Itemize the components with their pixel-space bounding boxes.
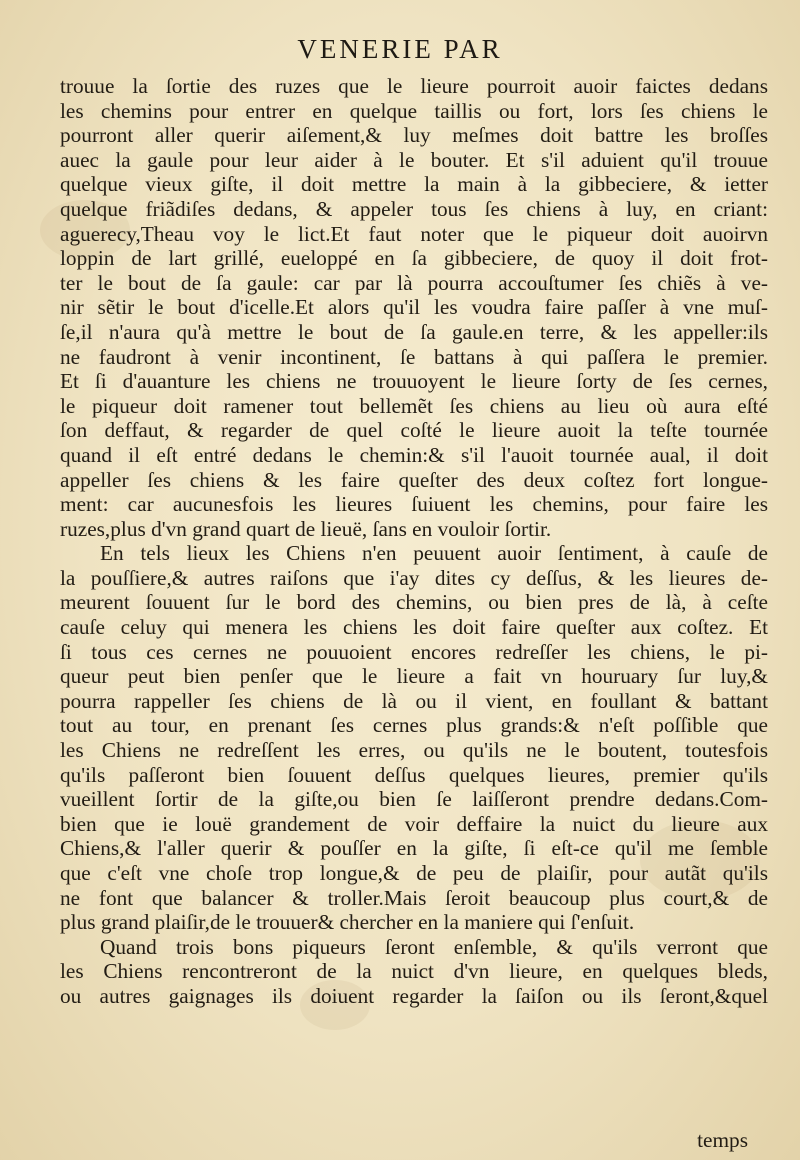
text-line: Et ſi d'auanture les chiens ne trouuoyent le lieure ſorty de ſes cernes, bbox=[60, 369, 768, 394]
text-line: les Chiens ne redreſſent les erres, ou qu'ils ne le boutent, toutesfois bbox=[60, 738, 768, 763]
text-line: ou autres gaignages ils doiuent regarder la ſaiſon ou ils ſeront,&quel bbox=[60, 983, 768, 1008]
text-line: ſi tous ces cernes ne pouuoient encores redreſſer les chiens, le pi- bbox=[60, 639, 768, 664]
text-line: qu'ils paſſeront bien ſouuent deſſus quelques lieures, premier qu'ils bbox=[60, 762, 768, 787]
text-line: nir sẽtir le bout d'icelle.Et alors qu'il les voudra faire paſſer à vne muſ- bbox=[60, 295, 768, 320]
text-line: tout au tour, en prenant ſes cernes plus grands:& n'eſt poſſible que bbox=[60, 713, 768, 738]
text-line: ter le bout de ſa gaule: car par là pourra accouſtumer ſes chiẽs à ve- bbox=[60, 270, 768, 295]
text-line: ment: car aucunesfois les lieures ſuiuent les chemins, pour faire les bbox=[60, 492, 768, 517]
text-line: queur peut bien penſer que le lieure a fait vn houruary ſur luy,& bbox=[60, 664, 768, 689]
text-line: que c'eſt vne choſe trop longue,& de peu de plaiſir, pour autãt qu'ils bbox=[60, 861, 768, 885]
text-line: ne font que balancer & troller.Mais ſeroit beaucoup plus court,& de bbox=[60, 885, 768, 910]
text-line: En tels lieux les Chiens n'en peuuent auoir ſentiment, à cauſe de bbox=[100, 541, 768, 566]
text-line: quelque friãdiſes dedans, & appeler tous ſes chiens à luy, en criant: bbox=[60, 196, 768, 221]
text-line: vueillent ſortir de la giſte,ou bien ſe laiſſeront prendre dedans.Com- bbox=[60, 787, 768, 812]
text-line: pourra rappeller ſes chiens de là ou il vient, en foullant & battant bbox=[60, 688, 768, 713]
text-line: trouue la ſortie des ruzes que le lieure pourroit auoir faictes dedans bbox=[60, 74, 768, 98]
text-line: Quand trois bons piqueurs ſeront enſemble, & qu'ils verront que bbox=[100, 934, 768, 959]
catchword: temps bbox=[697, 1128, 748, 1152]
text-line: quand il eſt entré dedans le chemin:& s'il l'auoit tournée aual, il doit bbox=[60, 442, 768, 467]
text-line: ruzes,plus d'vn grand quart de lieuë, ſans en vouloir ſortir. bbox=[60, 516, 552, 541]
text-line: bien que ie louë grandement de voir deffaire la nuict du lieure aux bbox=[60, 811, 768, 836]
text-line: loppin de lart grillé, eueloppé en ſa gibbeciere, de quoy il doit frot- bbox=[60, 246, 768, 271]
text-line: quelque vieux giſte, il doit mettre la main à la gibbeciere, & ietter bbox=[60, 172, 768, 197]
text-line: appeller ſes chiens & les faire queſter des deux coſtez fort longue- bbox=[60, 467, 768, 492]
text-line: les chemins pour entrer en quelque taillis ou fort, lors ſes chiens le bbox=[60, 98, 768, 123]
text-line: meurent ſouuent ſur le bord des chemins, ou bien pres de là, à ceſte bbox=[60, 590, 768, 615]
text-line: les Chiens rencontreront de la nuict d'vn lieure, en quelques bleds, bbox=[60, 959, 768, 984]
text-line: la pouſſiere,& autres raiſons que i'ay dites cy deſſus, & les lieures de- bbox=[60, 565, 768, 590]
text-line: le piqueur doit ramener tout bellemẽt ſes chiens au lieu où aura eſté bbox=[60, 393, 768, 418]
text-line: auec la gaule pour leur aider à le bouter. Et s'il aduient qu'il trouue bbox=[60, 147, 768, 172]
text-line: Chiens,& l'aller querir & pouſſer en la giſte, ſi eſt-ce qu'il me ſemble bbox=[60, 836, 768, 861]
text-line: ne faudront à venir incontinent, ſe battans à qui paſſera le premier. bbox=[60, 344, 768, 369]
text-line: pourront aller querir aiſement,& luy meſmes doit battre les broſſes bbox=[60, 123, 768, 148]
text-line: ſe,il n'aura qu'à mettre le bout de ſa gaule.en terre, & les appeller:ils bbox=[60, 319, 768, 344]
text-line: ſon deffaut, & regarder de quel coſté le lieure auoit la teſte tournée bbox=[60, 418, 768, 443]
body-text bbox=[60, 74, 768, 1009]
running-head: VENERIE PAR bbox=[297, 34, 503, 64]
text-line: aguerecy,Theau voy le lict.Et faut noter que le piqueur doit auoirvn bbox=[60, 221, 768, 246]
text-line: cauſe celuy qui menera les chiens les doit faire queſter aux coſtez. Et bbox=[60, 615, 768, 640]
text-line: plus grand plaiſir,de le trouuer& chercher en la maniere qui ſ'enſuit. bbox=[60, 910, 635, 935]
